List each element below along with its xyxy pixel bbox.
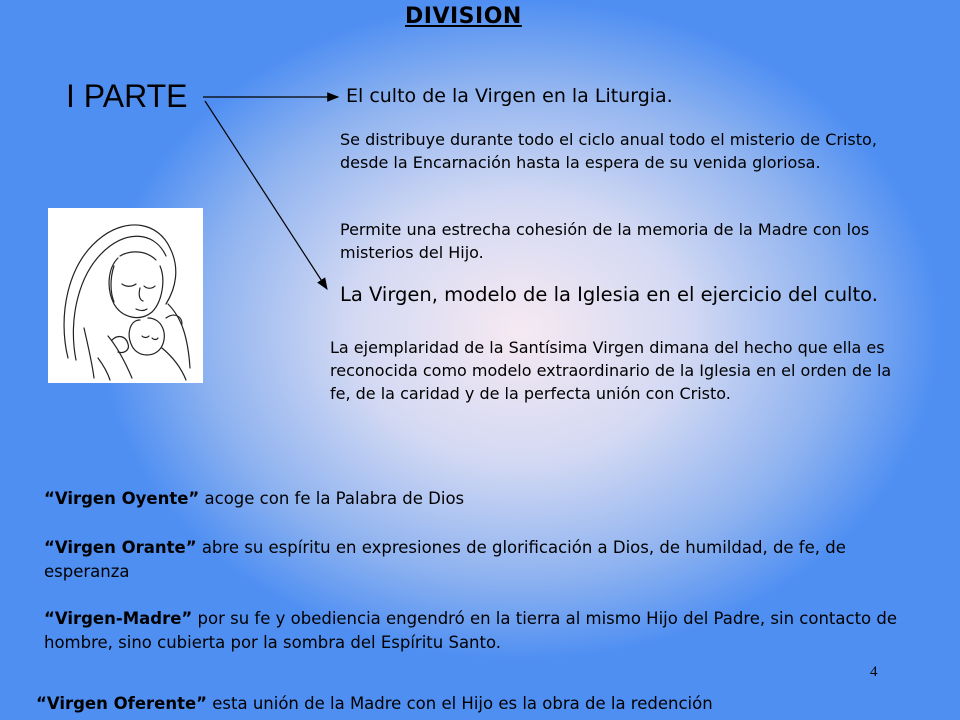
part-label: I PARTE [66, 78, 188, 114]
section2-heading: La Virgen, modelo de la Iglesia en el ejercicio del culto. [340, 283, 878, 306]
virgin-name: “Virgen-Madre” [44, 609, 193, 628]
section1-paragraph-2: Permite una estrecha cohesión de la memoria de la Madre con los misterios del Hijo. [340, 220, 870, 262]
virgin-item-oyente [44, 487, 924, 511]
slide-title: DIVISION [405, 4, 522, 29]
virgin-item-oferente [36, 692, 936, 716]
virgin-item-madre [44, 607, 924, 655]
arrow-to-model [205, 101, 327, 289]
virgin-name: “Virgen Oferente” [36, 694, 208, 713]
virgin-text: esta unión de la Madre con el Hijo es la obra de la redención [207, 694, 713, 713]
section1-paragraph-1: Se distribuye durante todo el ciclo anual todo el misterio de Cristo, desde la Encarnación hasta la espera de su venida gloriosa. [340, 130, 877, 172]
virgin-item-orante [44, 536, 924, 584]
virgin-text: acoge con fe la Palabra de Dios [199, 489, 465, 508]
page-number: 4 [870, 664, 878, 680]
virgin-name: “Virgen Oyente” [44, 489, 200, 508]
virgin-text: por su fe y obediencia engendró en la tierra al mismo Hijo del Padre, sin contacto de hombre, sino cubierta por la sombra del Espíritu Santo. [44, 609, 898, 652]
virgin-text: abre su espíritu en expresiones de glorificación a Dios, de humildad, de fe, de esperanza [44, 538, 846, 581]
virgin-and-child-drawing-icon [48, 208, 203, 383]
section2-paragraph: La ejemplaridad de la Santísima Virgen dimana del hecho que ella es reconocida como modelo extraordinario de la Iglesia en el orden de la fe, de la caridad y de la perfecta unión con Cristo. [330, 338, 892, 403]
section1-heading: El culto de la Virgen en la Liturgia. [346, 85, 673, 107]
virgin-name: “Virgen Orante” [44, 538, 197, 557]
